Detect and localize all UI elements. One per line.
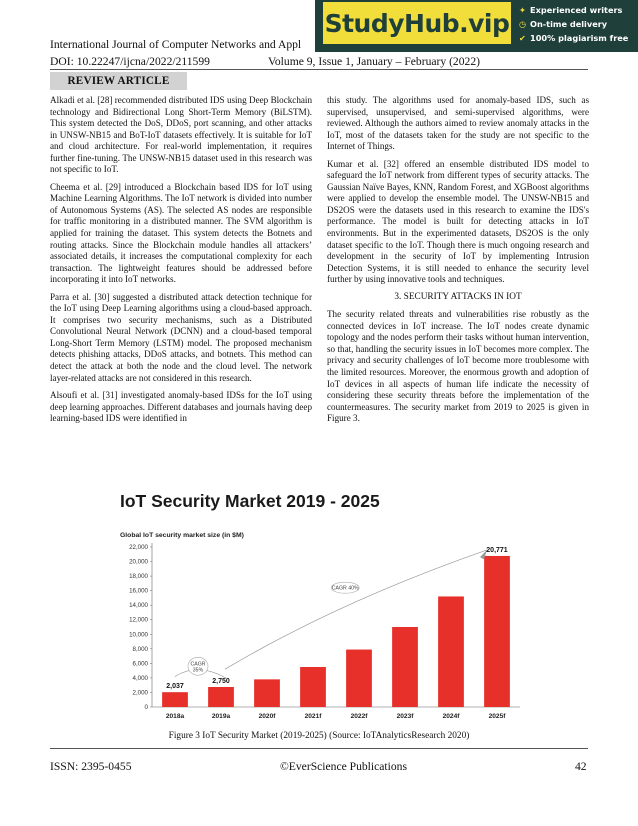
issn: ISSN: 2395-0455 bbox=[50, 760, 132, 773]
chart-canvas bbox=[110, 485, 530, 725]
sparkle-icon: ✦ bbox=[519, 5, 526, 15]
banner-feature-list bbox=[519, 5, 628, 47]
y-tick-label: 6,000 bbox=[132, 660, 148, 668]
header-divider bbox=[50, 69, 588, 70]
article-type-badge: REVIEW ARTICLE bbox=[50, 72, 187, 90]
y-tick-label: 8,000 bbox=[132, 645, 148, 653]
y-tick-label: 0 bbox=[144, 704, 148, 711]
bar-2025f bbox=[484, 556, 510, 707]
data-label: 2,750 bbox=[212, 678, 230, 685]
x-tick-label: 2025f bbox=[488, 713, 506, 720]
studyhub-logo[interactable]: StudyHub.vip bbox=[323, 2, 511, 44]
figure-caption: Figure 3 IoT Security Market (2019-2025) (Source: IoTAnalyticsResearch 2020) bbox=[168, 731, 470, 741]
left-column bbox=[50, 95, 312, 431]
right-column bbox=[327, 95, 589, 431]
check-badge-icon: ✔ bbox=[519, 33, 526, 43]
volume-issue: Volume 9, Issue 1, January – February (2022) bbox=[268, 55, 480, 68]
iot-security-market-chart bbox=[110, 485, 530, 725]
page-number: 42 bbox=[575, 760, 587, 773]
x-tick-label: 2020f bbox=[258, 713, 276, 720]
x-tick-label: 2022f bbox=[350, 713, 368, 720]
y-tick-label: 22,000 bbox=[129, 544, 148, 551]
banner-feature-label: Experienced writers bbox=[530, 5, 623, 15]
paragraph: Parra et al. [30] suggested a distributed attack detection technique for the IoT using Deep Learning algorithms using a cloud-based approach. It comprises two security mechanisms, such as a Distributed Convolutional Neural Network (DCNN) and a cloud-based temporal Long-Short Term Memory (LSTM) model. The proposed mechanism detects phishing attacks, DDoS attacks, and botnets. This method can detect the attack at both the node and the cloud level. The network layer-related attacks are not considered in this research. bbox=[50, 291, 312, 383]
y-tick-label: 4,000 bbox=[132, 674, 148, 682]
bar-2024f bbox=[438, 596, 464, 707]
bars bbox=[162, 547, 510, 720]
publisher: ©EverScience Publications bbox=[280, 760, 407, 773]
y-tick-label: 10,000 bbox=[129, 631, 148, 639]
bar-2022f bbox=[346, 650, 372, 707]
paragraph: Kumar et al. [32] offered an ensemble distributed IDS model to safeguard the IoT network from different types of security attacks. The Gaussian Naïve Bayes, KNN, Random Forest, and XGBoost algorithms were applied to develop the ensemble model. The UNSW-NB15 and DS2OS were the datasets used in this research to examine the IDS's performance. The model is built for detecting attacks in IoT environments. But in the experimented datasets, DS2OS is the only dataset specific to the IoT. Though there is much ongoing research and development in the security of IoT by implementing Intrusion Detection Systems, it is still needed to enhance the security level further by using innovative tools and techniques. bbox=[327, 158, 589, 285]
x-tick-label: 2021f bbox=[304, 713, 322, 720]
bar-2021f bbox=[300, 667, 326, 707]
cagr-35-label-line: CAGR bbox=[190, 661, 206, 668]
banner-feature bbox=[519, 5, 628, 15]
y-tick-label: 2,000 bbox=[132, 689, 148, 697]
y-tick-label: 14,000 bbox=[129, 602, 148, 610]
y-tick-label: 12,000 bbox=[129, 616, 148, 624]
journal-title: International Journal of Computer Networks and Appl bbox=[50, 38, 302, 51]
cagr-40-label: CAGR 40% bbox=[331, 585, 359, 592]
studyhub-banner[interactable] bbox=[315, 0, 638, 52]
y-tick-label: 20,000 bbox=[129, 558, 148, 566]
banner-feature-label: On-time delivery bbox=[530, 19, 608, 29]
banner-feature bbox=[519, 33, 628, 43]
section-heading: 3. SECURITY ATTACKS IN IOT bbox=[394, 291, 522, 302]
bar-2018a bbox=[162, 692, 188, 707]
bar-2020f bbox=[254, 679, 280, 707]
x-tick-label: 2024f bbox=[442, 713, 460, 720]
paragraph: Alkadi et al. [28] recommended distributed IDS using Deep Blockchain technology and Bidirectional Long Short-Term Memory (BiLSTM). This system detected the DoS, DDoS, port scanning, and other attacks in UNSW-NB15 and BoT-IoT datasets effectively. It is suitable for IoT and cloud architecture. For real-world implementation, it requires further fine-tuning. The UNSW-NB15 dataset used in this research was not specific to IoT. bbox=[50, 95, 312, 175]
doi: DOI: 10.22247/ijcna/2022/211599 bbox=[50, 55, 210, 68]
chart-title: IoT Security Market 2019 - 2025 bbox=[120, 491, 380, 511]
x-tick-label: 2019a bbox=[211, 713, 231, 720]
paragraph: this study. The algorithms used for anomaly-based IDS, such as supervised, unsupervised, and semi-supervised algorithms, were reviewed. Although the authors aimed to review anomaly attacks in the IoT, most of the datasets taken for the study are not specific to the Internet of Things. bbox=[327, 95, 589, 152]
x-tick-label: 2018a bbox=[165, 713, 185, 720]
paragraph: Cheema et al. [29] introduced a Blockchain based IDS for IoT using Machine Learning Algorithms. The IoT network is divided into number of Autonomous Systems (AS). The selected AS nodes are responsible for traffic monitoring in a distributed manner. The SVM algorithm is applied for training the dataset. This system detects the Botnets and routing attacks. Since the Blockchain module handles all attackers’ associated details, it increases the computational complexity for each transaction. The lightweight features should be addressed before incorporating it into IoT networks. bbox=[50, 181, 312, 285]
footer-divider bbox=[50, 748, 588, 749]
cagr-35-label-line: 35% bbox=[192, 667, 204, 674]
chart-subtitle: Global IoT security market size (in $M) bbox=[120, 532, 244, 539]
banner-feature-label: 100% plagiarism free bbox=[530, 33, 629, 43]
paragraph: Alsoufi et al. [31] investigated anomaly-based IDSs for the IoT using deep learning approaches. Different databases and journals having deep learning-based IDS were identified in bbox=[50, 390, 312, 424]
bar-2023f bbox=[392, 627, 418, 707]
data-label: 2,037 bbox=[166, 683, 184, 691]
data-label: 20,771 bbox=[486, 546, 508, 554]
bar-2019a bbox=[208, 687, 234, 707]
banner-feature bbox=[519, 19, 628, 29]
clock-icon: ◷ bbox=[519, 19, 527, 29]
y-tick-label: 18,000 bbox=[129, 573, 148, 581]
y-tick-label: 16,000 bbox=[129, 587, 148, 595]
paragraph: The security related threats and vulnerabilities rise robustly as the connected devices in IoT increase. The IoT nodes create dynamic topology and the nodes perform their tasks without human intervention, so that, handling the security issues in IoT becomes more complex. The privacy and security challenges of IoT become more troublesome with the limited resources. Moreover, the enormous growth and adoption of IoT devices in all aspects of human life indicate the necessity of considering these security threats before the implementation of the countermeasures. The security market from 2019 to 2025 is given in Figure 3. bbox=[327, 309, 589, 424]
x-tick-label: 2023f bbox=[396, 713, 414, 720]
